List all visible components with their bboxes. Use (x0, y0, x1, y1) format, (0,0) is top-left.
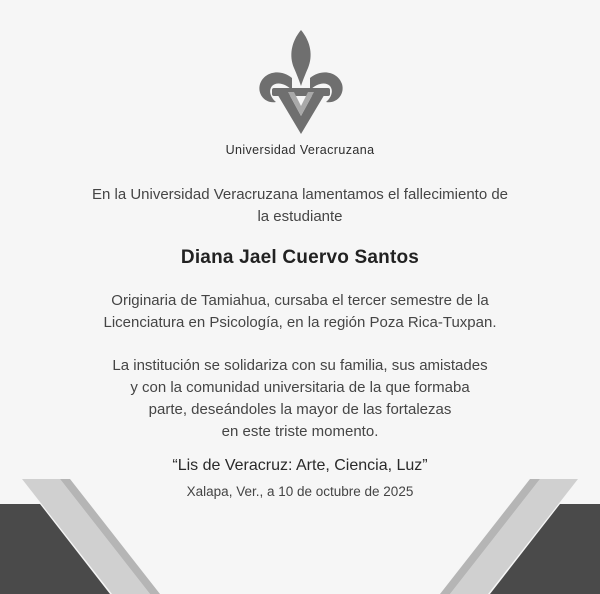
right-ribbon-decoration-icon (425, 479, 600, 594)
solidarity-line: parte, deseándoles la mayor de las fortalezas (148, 401, 452, 418)
origin-line: Licenciatura en Psicología, en la región Poza Rica-Tuxpan. (103, 314, 497, 331)
intro-paragraph (70, 184, 530, 228)
intro-line: En la Universidad Veracruzana lamentamos el fallecimiento de (91, 186, 509, 203)
intro-line: la estudiante (257, 208, 343, 225)
university-motto: “Lis de Veracruz: Arte, Ciencia, Luz” (172, 457, 428, 474)
left-ribbon-decoration-icon (0, 479, 175, 594)
university-name: Universidad Veracruzana (225, 143, 375, 157)
solidarity-line: en este triste momento. (221, 423, 379, 440)
solidarity-paragraph (70, 355, 530, 443)
student-name: Diana Jael Cuervo Santos (180, 247, 420, 268)
solidarity-line: y con la comunidad universitaria de la que formaba (130, 379, 470, 396)
origin-line: Originaria de Tamiahua, cursaba el tercer semestre de la (111, 292, 489, 309)
university-lis-logo-icon (256, 28, 346, 140)
place-and-date: Xalapa, Ver., a 10 de octubre de 2025 (186, 484, 414, 499)
origin-paragraph (70, 290, 530, 334)
solidarity-line: La institución se solidariza con su familia, sus amistades (112, 357, 488, 374)
